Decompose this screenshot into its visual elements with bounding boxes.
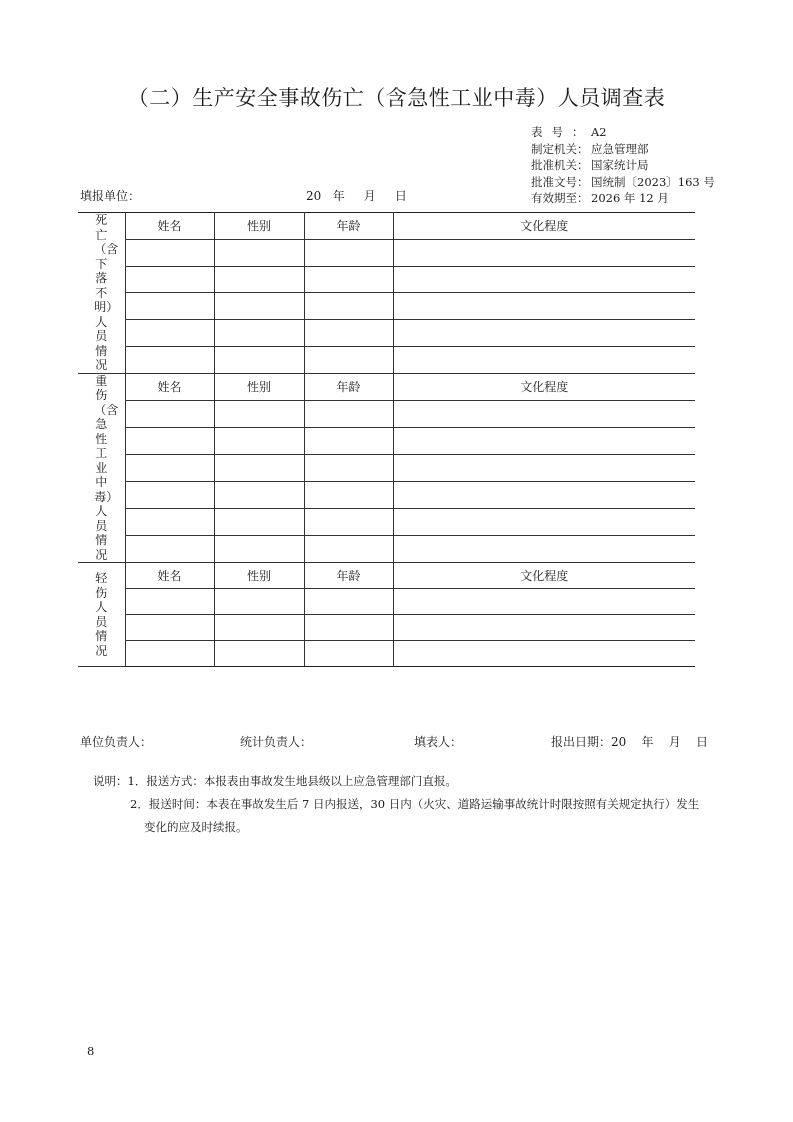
column-header: 姓名 xyxy=(125,373,214,400)
page-title: （二）生产安全事故伤亡（含急性工业中毒）人员调查表 xyxy=(127,86,666,110)
table-cell xyxy=(393,427,695,454)
table-cell xyxy=(125,481,214,508)
meta-label: 有效期至： xyxy=(531,191,589,205)
table-cell xyxy=(125,641,214,667)
table-cell xyxy=(393,400,695,427)
table-cell xyxy=(304,346,393,373)
table-cell xyxy=(214,615,304,641)
data-row xyxy=(78,427,695,454)
meta-form-number xyxy=(531,124,715,141)
form-meta xyxy=(531,124,715,207)
table-cell xyxy=(304,400,393,427)
table-cell xyxy=(393,293,695,320)
column-header: 性别 xyxy=(214,213,304,240)
column-header: 年龄 xyxy=(304,373,393,400)
table-cell xyxy=(393,266,695,293)
meta-approver xyxy=(531,157,715,174)
table-cell xyxy=(304,508,393,535)
meta-approval-number xyxy=(531,174,715,191)
meta-label: 制定机关： xyxy=(531,141,589,156)
table-cell xyxy=(304,535,393,562)
column-header: 姓名 xyxy=(125,563,214,589)
data-row xyxy=(78,346,695,373)
data-row xyxy=(78,535,695,562)
notes-prefix: 说明： xyxy=(93,774,128,788)
unit-head-label: 单位负责人： xyxy=(80,735,153,749)
table-cell xyxy=(214,293,304,320)
column-header: 性别 xyxy=(214,563,304,589)
table-cell xyxy=(214,320,304,347)
column-header: 姓名 xyxy=(125,213,214,240)
table-cell xyxy=(304,589,393,615)
table-cell xyxy=(214,589,304,615)
table-cell xyxy=(125,615,214,641)
table-cell xyxy=(304,641,393,667)
table-cell xyxy=(304,427,393,454)
data-row xyxy=(78,266,695,293)
table-cell xyxy=(125,320,214,347)
note-2: 2．报送时间：本表在事故发生后 7 日内报送，30 日内（火灾、道路运输事故统计时限按照有关规定执行）发生 xyxy=(130,797,700,811)
meta-label: 批准文号： xyxy=(531,174,589,189)
table-cell xyxy=(393,346,695,373)
table-cell xyxy=(393,535,695,562)
column-header-row xyxy=(78,213,695,240)
meta-label: 表号： xyxy=(531,125,593,139)
serious-injury-section-label: 重伤（含急性工业中毒）人员情况 xyxy=(94,373,119,562)
table-cell xyxy=(393,481,695,508)
filler-label: 填表人： xyxy=(414,735,463,749)
table-cell xyxy=(304,320,393,347)
table-cell xyxy=(304,615,393,641)
fill-date: 20 年 月 日 xyxy=(306,189,407,203)
table-cell xyxy=(125,293,214,320)
table-cell xyxy=(214,239,304,266)
meta-value: A2 xyxy=(591,125,607,139)
table-cell xyxy=(304,239,393,266)
minor-injury-section-label: 轻伤人员情况 xyxy=(95,571,108,658)
column-header: 年龄 xyxy=(304,213,393,240)
table-cell xyxy=(304,293,393,320)
table-cell xyxy=(214,508,304,535)
column-header: 文化程度 xyxy=(393,563,695,589)
table-cell xyxy=(214,481,304,508)
serious-injury-section-label-cell xyxy=(78,373,125,563)
casualty-table xyxy=(78,212,695,667)
table-cell xyxy=(393,508,695,535)
note-1-text: 1．报送方式：本报表由事故发生地县级以上应急管理部门直报。 xyxy=(127,774,457,788)
report-date-label: 报出日期：20 年 月 日 xyxy=(551,735,709,749)
table-cell xyxy=(125,454,214,481)
meta-issuer xyxy=(531,141,715,158)
page-number: 8 xyxy=(87,1044,95,1058)
meta-value: 2026 年 12 月 xyxy=(591,191,669,205)
meta-valid-until xyxy=(531,190,715,207)
table-cell xyxy=(393,615,695,641)
meta-value: 国家统计局 xyxy=(591,158,649,172)
column-header-row xyxy=(78,373,695,400)
note-2-continued: 变化的应及时续报。 xyxy=(144,820,248,834)
data-row xyxy=(78,454,695,481)
data-row xyxy=(78,481,695,508)
data-row xyxy=(78,615,695,641)
table-cell xyxy=(304,266,393,293)
data-row xyxy=(78,589,695,615)
column-header: 文化程度 xyxy=(393,213,695,240)
table-cell xyxy=(393,320,695,347)
data-row xyxy=(78,320,695,347)
column-header-row xyxy=(78,563,695,589)
table-cell xyxy=(393,589,695,615)
table-cell xyxy=(304,481,393,508)
table-cell xyxy=(214,454,304,481)
meta-label: 批准机关： xyxy=(531,158,589,172)
minor-injury-section-label-cell xyxy=(78,563,125,667)
data-row xyxy=(78,508,695,535)
notes xyxy=(93,770,713,839)
table-cell xyxy=(304,454,393,481)
data-row xyxy=(78,641,695,667)
stat-head-label: 统计负责人： xyxy=(240,735,313,749)
table-cell xyxy=(125,346,214,373)
table-cell xyxy=(393,239,695,266)
table-cell xyxy=(214,535,304,562)
fill-unit-label: 填报单位： xyxy=(80,189,141,203)
table-cell xyxy=(125,400,214,427)
data-row xyxy=(78,293,695,320)
note-1 xyxy=(93,770,713,793)
data-row xyxy=(78,400,695,427)
meta-value: 应急管理部 xyxy=(591,141,649,156)
table-cell xyxy=(214,346,304,373)
column-header: 文化程度 xyxy=(393,373,695,400)
meta-value: 国统制〔2023〕163 号 xyxy=(591,174,715,189)
table-cell xyxy=(393,641,695,667)
table-cell xyxy=(125,508,214,535)
deaths-section-label-cell xyxy=(78,213,125,374)
table-cell xyxy=(214,641,304,667)
table-body xyxy=(78,213,695,667)
table-cell xyxy=(393,454,695,481)
table-cell xyxy=(125,535,214,562)
table-cell xyxy=(214,427,304,454)
column-header: 年龄 xyxy=(304,563,393,589)
column-header: 性别 xyxy=(214,373,304,400)
table-cell xyxy=(125,239,214,266)
table-cell xyxy=(125,266,214,293)
table-cell xyxy=(214,266,304,293)
data-row xyxy=(78,239,695,266)
deaths-section-label: 死亡（含下落不明）人员情况 xyxy=(94,213,119,372)
table-cell xyxy=(125,427,214,454)
table-cell xyxy=(125,589,214,615)
table-cell xyxy=(214,400,304,427)
